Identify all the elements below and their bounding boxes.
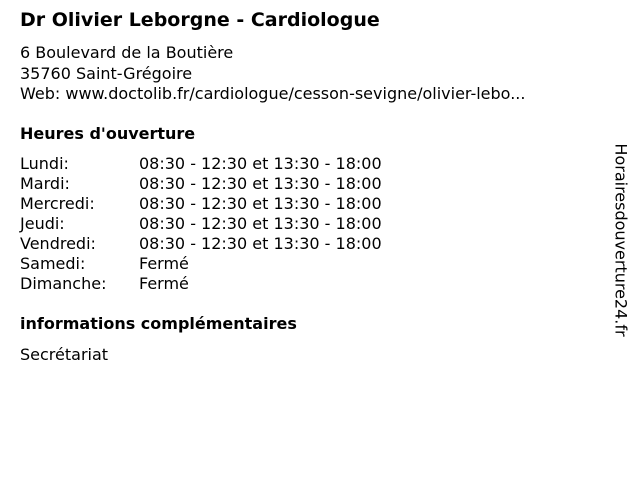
info-heading: informations complémentaires — [20, 314, 297, 333]
address-web: Web: www.doctolib.fr/cardiologue/cesson-sevigne/olivier-lebo... — [20, 84, 526, 103]
hours-time: 08:30 - 12:30 et 13:30 - 18:00 — [139, 194, 382, 213]
hours-day: Dimanche: — [20, 274, 107, 293]
hours-table — [20, 154, 382, 294]
hours-time: Fermé — [139, 254, 189, 273]
site-watermark: Horairesdouverture24.fr — [611, 143, 631, 337]
hours-time: 08:30 - 12:30 et 13:30 - 18:00 — [139, 174, 382, 193]
hours-row — [20, 254, 382, 274]
hours-time: 08:30 - 12:30 et 13:30 - 18:00 — [139, 234, 382, 253]
hours-day: Samedi: — [20, 254, 86, 273]
hours-time: 08:30 - 12:30 et 13:30 - 18:00 — [139, 154, 382, 173]
hours-day: Vendredi: — [20, 234, 96, 253]
page-title: Dr Olivier Leborgne - Cardiologue — [20, 9, 380, 31]
hours-row — [20, 274, 382, 294]
hours-day: Mardi: — [20, 174, 70, 193]
hours-day: Lundi: — [20, 154, 69, 173]
hours-heading: Heures d'ouverture — [20, 124, 196, 143]
address-city: 35760 Saint-Grégoire — [20, 63, 193, 83]
info-text: Secrétariat — [20, 345, 109, 364]
address-street: 6 Boulevard de la Boutière — [20, 43, 234, 62]
hours-row — [20, 154, 382, 174]
hours-day: Mercredi: — [20, 194, 95, 213]
address-block — [20, 43, 525, 105]
hours-row — [20, 194, 382, 214]
hours-time: Fermé — [139, 274, 189, 293]
hours-row — [20, 174, 382, 194]
hours-day: Jeudi: — [20, 214, 65, 233]
hours-row — [20, 234, 382, 254]
hours-row — [20, 214, 382, 234]
hours-time: 08:30 - 12:30 et 13:30 - 18:00 — [139, 214, 382, 233]
